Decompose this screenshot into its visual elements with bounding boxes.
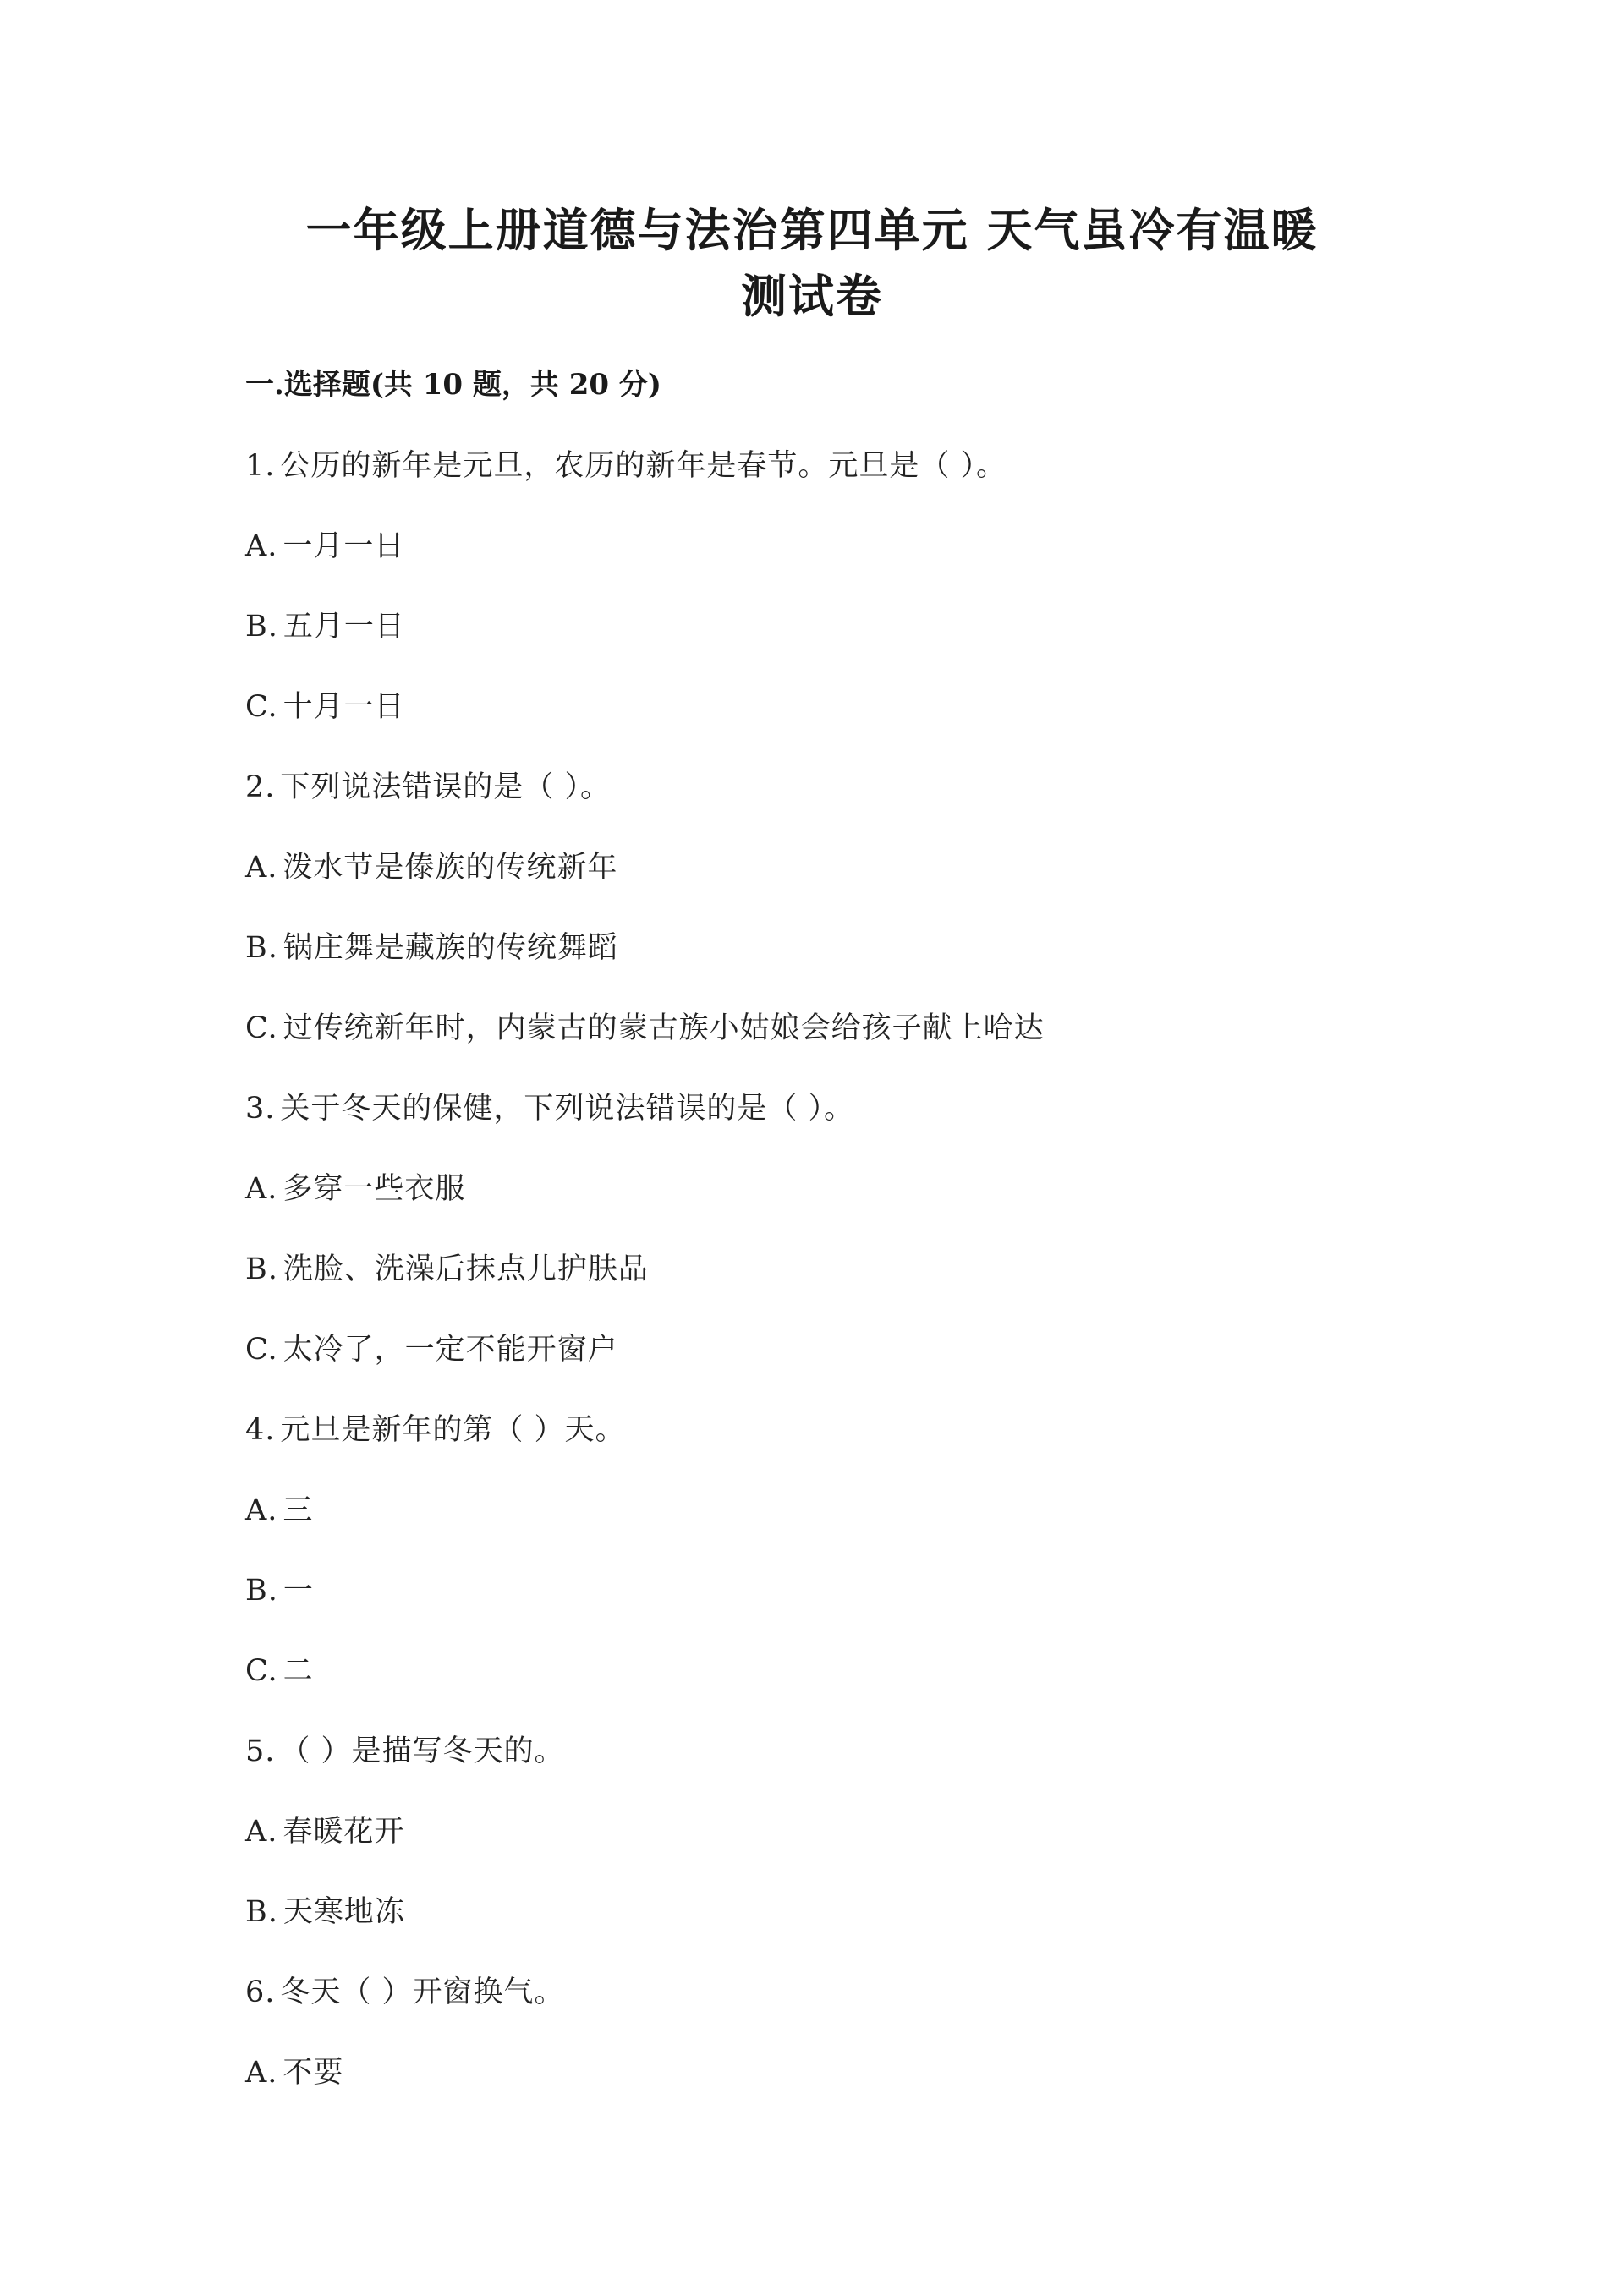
option-text: 锅庄舞是藏族的传统舞蹈 [283, 931, 618, 965]
question-4-option-b [245, 1571, 314, 1610]
option-text: 多穿一些衣服 [283, 1172, 466, 1206]
question-6 [245, 1973, 565, 2012]
document-title-line-2: 测试卷 [741, 269, 883, 323]
question-3-option-b [245, 1250, 649, 1289]
question-3 [245, 1089, 854, 1128]
document-title-line-1: 一年级上册道德与法治第四单元 天气虽冷有温暖 [305, 203, 1319, 257]
question-number: 4. [245, 1413, 276, 1447]
option-letter: A. [245, 1172, 278, 1206]
option-letter: A. [245, 851, 278, 885]
option-letter: A. [245, 1815, 278, 1849]
question-text: （ ）是描写冬天的。 [280, 1734, 565, 1768]
question-6-option-a [245, 2053, 343, 2092]
question-text: 公历的新年是元旦，农历的新年是春节。元旦是（ ）。 [280, 449, 1007, 483]
option-text: 二 [283, 1654, 314, 1688]
question-3-option-a [245, 1170, 465, 1208]
question-4-option-c [245, 1652, 314, 1690]
option-letter: A. [245, 1493, 278, 1527]
question-text: 冬天（ ）开窗换气。 [280, 1975, 565, 2009]
option-text: 一 [283, 1574, 314, 1608]
question-text: 关于冬天的保健，下列说法错误的是（ ）。 [280, 1092, 855, 1126]
question-4-option-a [245, 1491, 313, 1530]
option-text: 五月一日 [283, 610, 405, 644]
option-letter: A. [245, 2056, 278, 2090]
option-text: 一月一日 [283, 529, 405, 563]
question-5 [245, 1732, 565, 1771]
question-2-option-b [245, 929, 618, 967]
option-text: 不要 [283, 2056, 344, 2090]
option-letter: A. [245, 529, 278, 563]
option-letter: B. [245, 610, 278, 644]
option-letter: B. [245, 1895, 278, 1929]
question-text: 下列说法错误的是（ ）。 [280, 770, 612, 804]
question-1 [245, 447, 1007, 485]
question-3-option-c [245, 1330, 618, 1369]
option-letter: C. [245, 1333, 278, 1367]
option-letter: C. [245, 1011, 278, 1045]
question-number: 2. [245, 770, 276, 804]
option-text: 泼水节是傣族的传统新年 [283, 851, 618, 885]
question-number: 6. [245, 1975, 276, 2009]
question-text: 元旦是新年的第（ ）天。 [280, 1413, 626, 1447]
option-letter: B. [245, 1252, 278, 1286]
option-text: 天寒地冻 [283, 1895, 405, 1929]
option-letter: C. [245, 690, 278, 724]
question-number: 5. [245, 1734, 276, 1768]
question-1-option-b [245, 607, 405, 646]
option-letter: B. [245, 1574, 278, 1608]
question-2-option-a [245, 848, 617, 887]
question-5-option-b [245, 1893, 405, 1932]
question-5-option-a [245, 1812, 404, 1851]
option-text: 三 [283, 1493, 314, 1527]
question-1-option-a [245, 527, 404, 566]
question-number: 1. [245, 449, 276, 483]
question-1-option-c [245, 688, 405, 726]
question-number: 3. [245, 1092, 276, 1126]
section-heading: 一.选择题(共 10 题，共 20 分) [245, 368, 661, 402]
question-4 [245, 1411, 626, 1449]
option-text: 太冷了，一定不能开窗户 [283, 1333, 618, 1367]
option-text: 过传统新年时，内蒙古的蒙古族小姑娘会给孩子献上哈达 [283, 1011, 1045, 1045]
question-2 [245, 768, 611, 807]
option-text: 春暖花开 [283, 1815, 405, 1849]
option-text: 洗脸、洗澡后抹点儿护肤品 [283, 1252, 649, 1286]
option-letter: C. [245, 1654, 278, 1688]
option-letter: B. [245, 931, 278, 965]
question-2-option-c [245, 1009, 1045, 1048]
option-text: 十月一日 [283, 690, 405, 724]
